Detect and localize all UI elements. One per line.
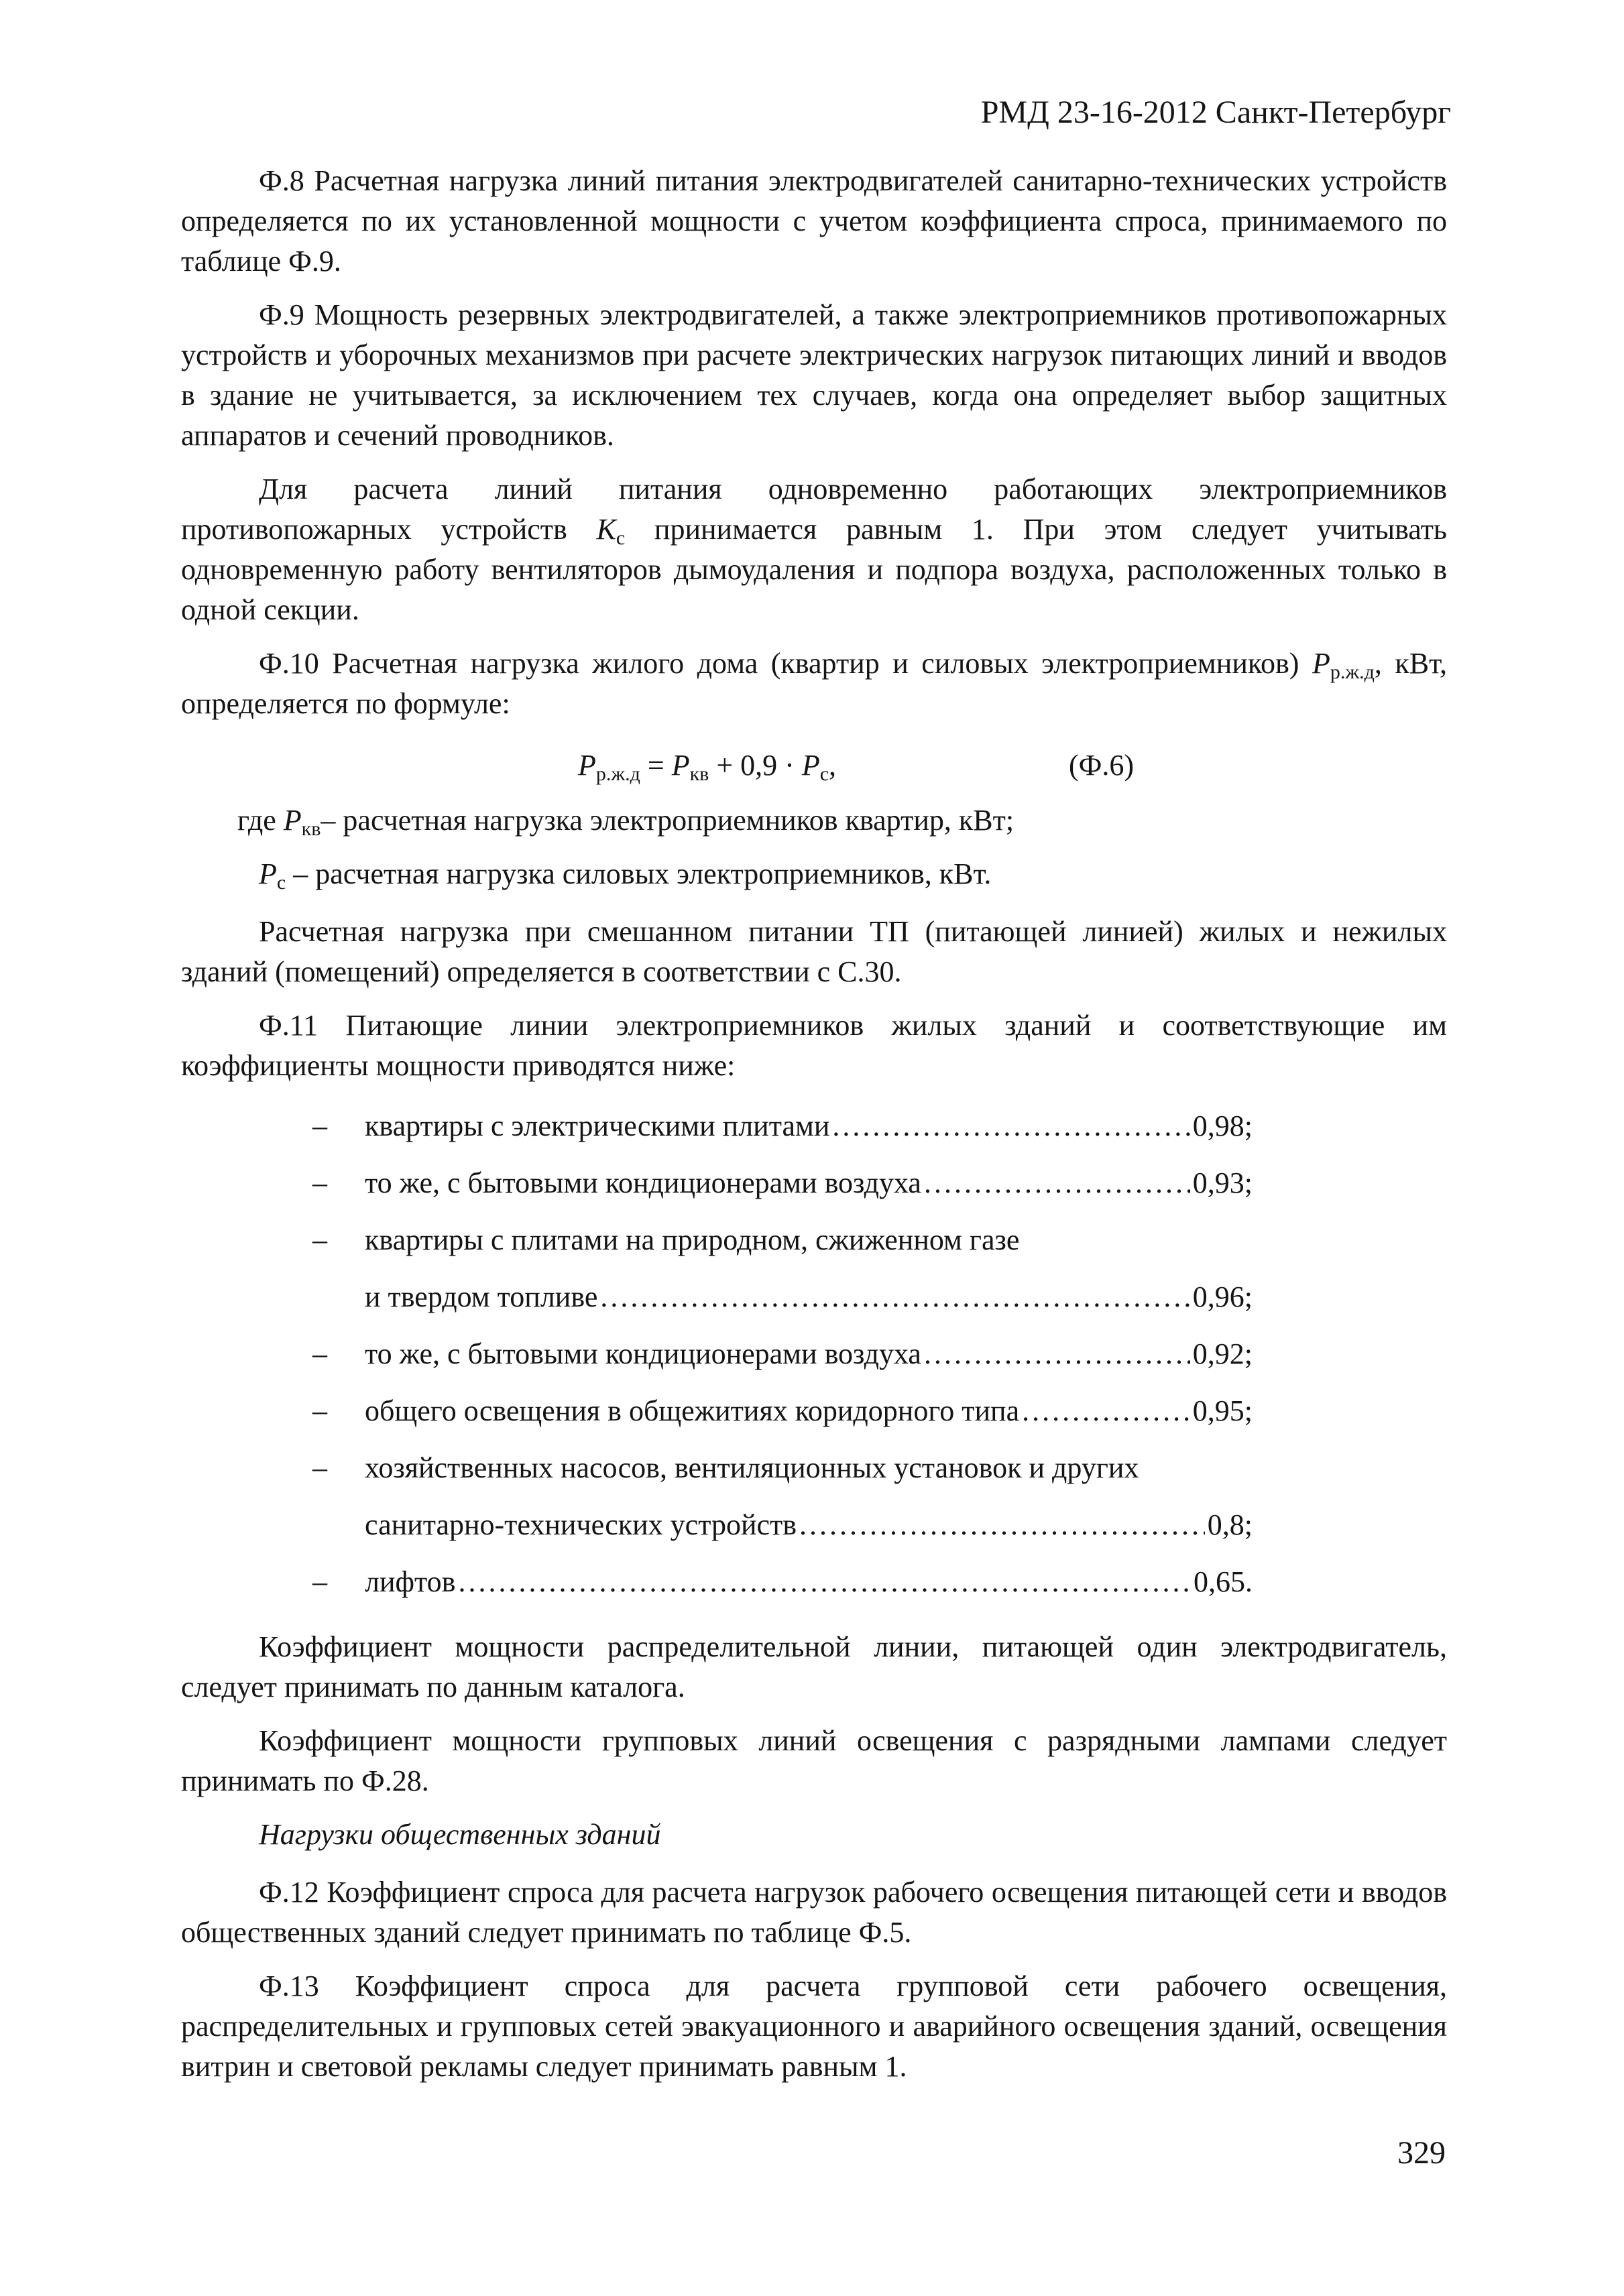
variable-k: K [596, 513, 616, 546]
list-dash: – [312, 1394, 327, 1427]
list-item-label: и твердом топливе [365, 1280, 598, 1313]
list-item-label: квартиры с плитами на природном, сжиженном газе [365, 1223, 1020, 1256]
dot-leader [799, 1505, 1205, 1545]
leader-line [365, 1163, 1253, 1203]
text-fragment: Ф.10 Расчетная нагрузка жилого дома (квартир и силовых электроприемников) [259, 647, 1312, 680]
list-item-label: хозяйственных насосов, вентиляционных установок и других [365, 1451, 1139, 1484]
list-dash: – [312, 1337, 327, 1370]
text-fragment: Для расчета линий питания одновременно работающих электроприемников противопожарных устройств [181, 473, 1447, 546]
section-subheading: Нагрузки общественных зданий [259, 1818, 661, 1851]
formula-subscript: с [819, 763, 829, 785]
list-item-label: санитарно-технических устройств [365, 1508, 797, 1541]
list-item [181, 1384, 1447, 1441]
list-item-content [365, 1562, 1442, 1602]
leader-line [365, 1106, 1253, 1146]
list-dash: – [312, 1223, 327, 1256]
text-fragment: – расчетная нагрузка электроприемников квартир, кВт; [321, 804, 1014, 837]
list-item-content [365, 1106, 1442, 1146]
leader-line [365, 1562, 1253, 1602]
variable-subscript: р.ж.д [1330, 661, 1375, 683]
list-item-continuation [181, 1270, 1447, 1327]
list-item [181, 1327, 1447, 1384]
formula-subscript: р.ж.д [595, 763, 640, 785]
variable-p: P [283, 804, 302, 837]
variable-p: P [1312, 647, 1330, 680]
list-item-value: 0,95; [1192, 1394, 1253, 1427]
formula-var: P [578, 749, 596, 782]
paragraph-coef-group-lighting: Коэффициент мощности групповых линий освещения с разрядными лампами следует принимать по Ф.28. [181, 1724, 1447, 1797]
variable-p: P [259, 857, 277, 890]
list-item [181, 1099, 1447, 1156]
variable-subscript: c [616, 527, 626, 549]
formula-var: P [671, 749, 690, 782]
list-item-value: 0,93; [1192, 1166, 1253, 1199]
formula-operator: , [829, 749, 837, 782]
variable-subscript: с [276, 871, 286, 894]
formula-number: (Ф.6) [1069, 749, 1135, 782]
power-factor-list [181, 1099, 1447, 1612]
formula-explanation-pc [181, 854, 1447, 894]
list-item-content [365, 1391, 1442, 1431]
paragraph-f9-fire-devices [181, 469, 1447, 630]
list-item [181, 1213, 1447, 1270]
page-content [181, 161, 1447, 2100]
leader-line [365, 1277, 1253, 1317]
list-item-label: то же, с бытовыми кондиционерами воздуха [365, 1337, 921, 1370]
list-dash: – [312, 1166, 327, 1199]
leader-line [365, 1391, 1253, 1431]
formula-operator: = [640, 749, 672, 782]
variable-subscript: кв [301, 818, 321, 840]
list-item-value: 0,98; [1192, 1109, 1253, 1142]
paragraph-f10 [181, 644, 1447, 724]
list-item-content [365, 1334, 1442, 1374]
paragraph-f12: Ф.12 Коэффициент спроса для расчета нагрузок рабочего освещения питающей сети и вводов общественных зданий следует принимать по таблице Ф.5. [181, 1876, 1447, 1949]
formula-f6 [181, 740, 1447, 791]
formula-var: P [801, 749, 820, 782]
text-fragment: , кВт, определяется по формуле: [181, 647, 1447, 720]
formula-operator: + 0,9 · [709, 749, 802, 782]
paragraph-f9: Ф.9 Мощность резервных электродвигателей, а также электроприемников противопожарных устройств и уборочных механизмов при расчете электрических нагрузок питающих линий и вводов в здание не учитывается, за исключением тех случаев, когда она определяет выбор защитных аппаратов и сечений проводников. [181, 298, 1447, 452]
list-item-content [365, 1163, 1442, 1203]
paragraph-f13: Ф.13 Коэффициент спроса для расчета групповой сети рабочего освещения, распределительных и групповых сетей эвакуационного и аварийного освещения зданий, освещения витрин и световой рекламы следует принимать равным 1. [181, 1970, 1447, 2083]
list-item-label: общего освещения в общежитиях коридорного типа [365, 1394, 1020, 1427]
list-item-value: 0,92; [1192, 1337, 1253, 1370]
list-item-content [365, 1277, 1442, 1317]
formula-explanation-pkv [181, 800, 1447, 841]
paragraph-coef-single-motor: Коэффициент мощности распределительной линии, питающей один электродвигатель, следует принимать по данным каталога. [181, 1630, 1447, 1703]
dot-leader [600, 1277, 1190, 1317]
paragraph-mixed-supply: Расчетная нагрузка при смешанном питании ТП (питающей линией) жилых и нежилых зданий (помещений) определяется в соответствии с С.30. [181, 915, 1447, 988]
text-fragment: – расчетная нагрузка силовых электроприемников, кВт. [286, 857, 992, 890]
formula-expression [578, 745, 836, 786]
leader-line [365, 1505, 1253, 1545]
list-item-content [365, 1505, 1442, 1545]
list-item [181, 1555, 1447, 1612]
page-number: 329 [1397, 2135, 1446, 2171]
paragraph-f11: Ф.11 Питающие линии электроприемников жилых зданий и соответствующие им коэффициенты мощности приводятся ниже: [181, 1009, 1447, 1082]
dot-leader [924, 1334, 1190, 1374]
list-item-value: 0,96; [1192, 1280, 1253, 1313]
paragraph-f8: Ф.8 Расчетная нагрузка линий питания электродвигателей санитарно-технических устройств определяется по их установленной мощности с учетом коэффициента спроса, принимаемого по таблице Ф.9. [181, 164, 1447, 278]
dot-leader [1022, 1391, 1190, 1431]
list-item [181, 1156, 1447, 1213]
document-header: РМД 23-16-2012 Санкт-Петербург [980, 95, 1451, 130]
text-fragment: где [237, 804, 284, 837]
list-item-value: 0,65. [1194, 1565, 1253, 1598]
formula-subscript: кв [689, 763, 709, 785]
leader-line [365, 1334, 1253, 1374]
list-dash: – [312, 1451, 327, 1484]
list-dash: – [312, 1109, 327, 1142]
text-fragment: принимается равным 1. При этом следует учитывать одновременную работу вентиляторов дымоудаления и подпора воздуха, расположенных только в одной секции. [181, 513, 1447, 626]
list-dash: – [312, 1565, 327, 1598]
list-item-value: 0,8; [1207, 1508, 1253, 1541]
dot-leader [458, 1562, 1191, 1602]
list-item-label: квартиры с электрическими плитами [365, 1109, 830, 1142]
dot-leader [832, 1106, 1190, 1146]
list-item-label: лифтов [365, 1565, 456, 1598]
list-item [181, 1441, 1447, 1498]
list-item-continuation [181, 1498, 1447, 1555]
list-item-label: то же, с бытовыми кондиционерами воздуха [365, 1166, 921, 1199]
dot-leader [924, 1163, 1190, 1203]
